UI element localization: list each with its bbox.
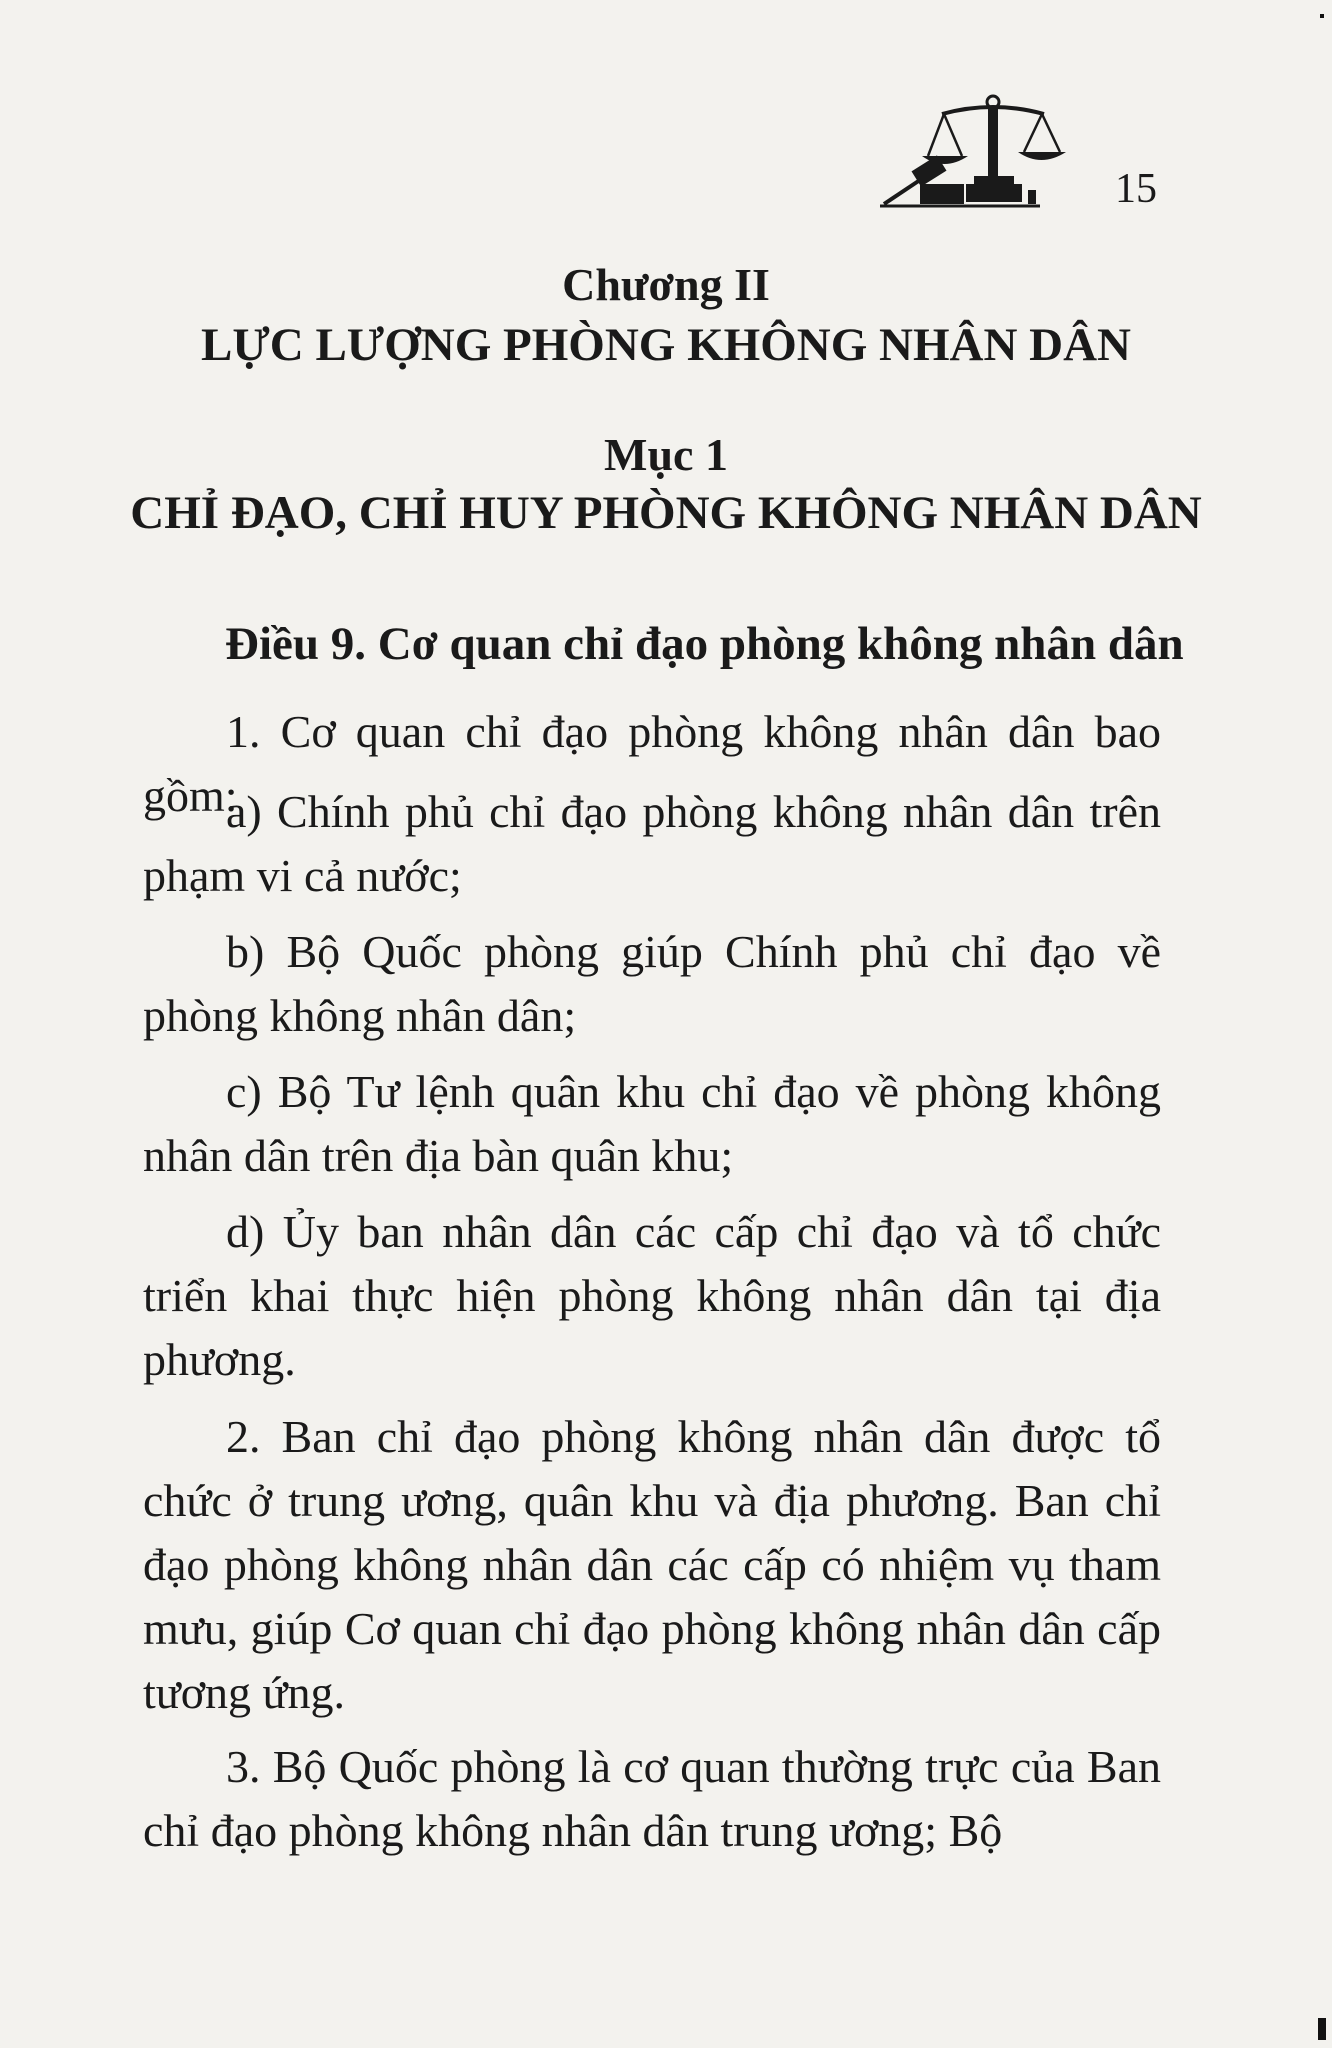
paragraph-text: 3. Bộ Quốc phòng là cơ quan thường trực của Ban chỉ đạo phòng không nhân dân trung ương; Bộ bbox=[143, 1741, 1161, 1856]
section-number: Mục 1 bbox=[604, 429, 728, 480]
paragraph-text: a) Chính phủ chỉ đạo phòng không nhân dân trên phạm vi cả nước; bbox=[143, 786, 1161, 901]
article-paragraph-2 bbox=[143, 1405, 1161, 1725]
scales-of-justice-gavel-icon bbox=[880, 92, 1070, 210]
chapter-number: Chương II bbox=[562, 259, 770, 310]
article-paragraph-3 bbox=[143, 1735, 1161, 1863]
section-title: CHỈ ĐẠO, CHỈ HUY PHÒNG KHÔNG NHÂN DÂN bbox=[130, 487, 1202, 539]
paragraph-text: c) Bộ Tư lệnh quân khu chỉ đạo về phòng không nhân dân trên địa bàn quân khu; bbox=[143, 1066, 1161, 1181]
page-number: 15 bbox=[1115, 166, 1157, 212]
article-paragraph-b bbox=[143, 920, 1161, 1048]
article-title: Điều 9. Cơ quan chỉ đạo phòng không nhân dân bbox=[225, 618, 1184, 670]
paragraph-text: b) Bộ Quốc phòng giúp Chính phủ chỉ đạo về phòng không nhân dân; bbox=[143, 926, 1161, 1041]
article-paragraph-a bbox=[143, 780, 1161, 908]
paragraph-text: 1. Cơ quan chỉ đạo phòng không nhân dân bao gồm: bbox=[143, 706, 1161, 821]
chapter-title: LỰC LƯỢNG PHÒNG KHÔNG NHÂN DÂN bbox=[201, 319, 1131, 371]
paragraph-text: 2. Ban chỉ đạo phòng không nhân dân được tổ chức ở trung ương, quân khu và địa phương. Ban chỉ đạo phòng không nhân dân các cấp có nhiệm vụ tham mưu, giúp Cơ quan chỉ đạo phòng không nhân dân cấp tương ứng. bbox=[143, 1411, 1161, 1718]
scan-artifact-mark bbox=[1320, 14, 1324, 18]
article-paragraph-d bbox=[143, 1200, 1161, 1392]
article-paragraph-c bbox=[143, 1060, 1161, 1188]
scan-artifact-mark bbox=[1318, 2018, 1326, 2040]
paragraph-text: d) Ủy ban nhân dân các cấp chỉ đạo và tổ chức triển khai thực hiện phòng không nhân dân tại địa phương. bbox=[143, 1206, 1161, 1385]
